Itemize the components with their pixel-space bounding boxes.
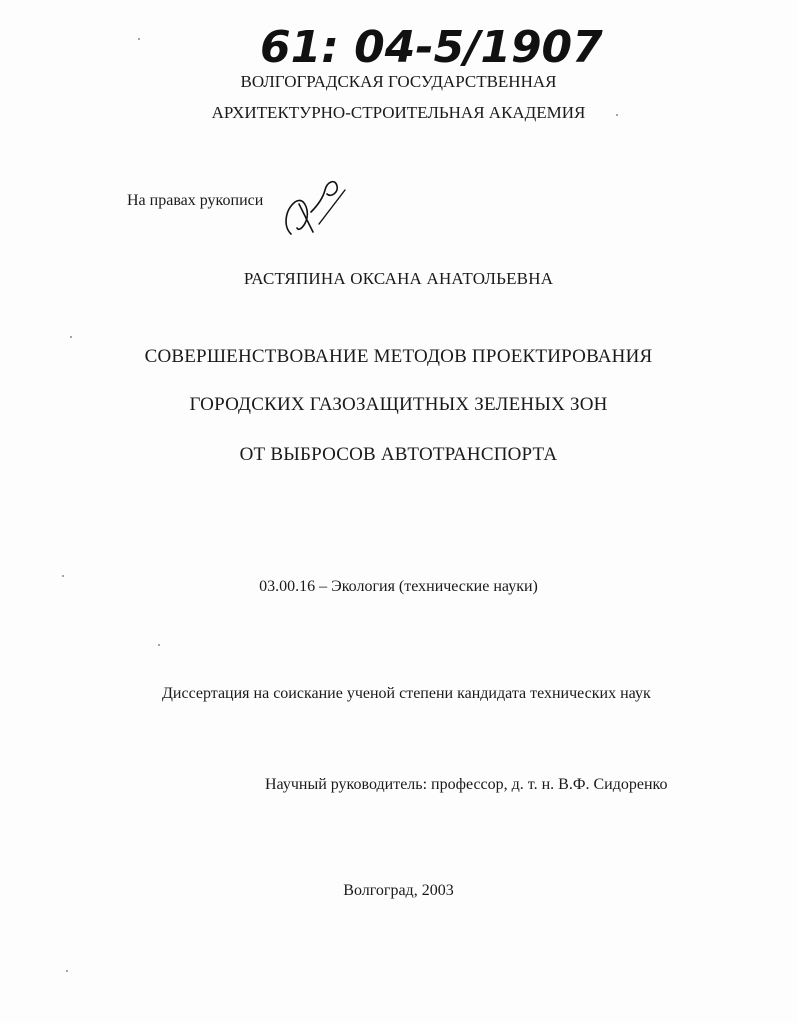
degree-statement: Диссертация на соискание ученой степени кандидата технических наук — [162, 685, 651, 702]
city-and-year: Волгоград, 2003 — [343, 882, 454, 899]
institution-line-1: ВОЛГОГРАДСКАЯ ГОСУДАРСТВЕННАЯ — [240, 72, 557, 91]
catalog-code-text: 61: 04-5/1907 — [260, 22, 603, 73]
scan-speck — [66, 970, 68, 972]
scan-speck — [616, 114, 618, 116]
scan-speck — [70, 336, 72, 338]
author-signature — [277, 168, 352, 243]
author-name: РАСТЯПИНА ОКСАНА АНАТОЛЬЕВНА — [243, 269, 554, 288]
handwritten-catalog-code — [258, 10, 603, 80]
scan-speck — [62, 575, 64, 577]
title-line-1: СОВЕРШЕНСТВОВАНИЕ МЕТОДОВ ПРОЕКТИРОВАНИЯ — [144, 346, 653, 367]
scan-speck — [158, 644, 160, 646]
specialty-code: 03.00.16 – Экология (технические науки) — [259, 578, 538, 595]
scientific-supervisor: Научный руководитель: профессор, д. т. н. В.Ф. Сидоренко — [265, 776, 668, 793]
institution-line-2: АРХИТЕКТУРНО-СТРОИТЕЛЬНАЯ АКАДЕМИЯ — [211, 103, 586, 122]
title-line-3: ОТ ВЫБРОСОВ АВТОТРАНСПОРТА — [239, 444, 558, 465]
scan-speck — [138, 38, 140, 40]
title-line-2: ГОРОДСКИХ ГАЗОЗАЩИТНЫХ ЗЕЛЕНЫХ ЗОН — [189, 394, 608, 415]
manuscript-rights-label: На правах рукописи — [127, 192, 264, 209]
